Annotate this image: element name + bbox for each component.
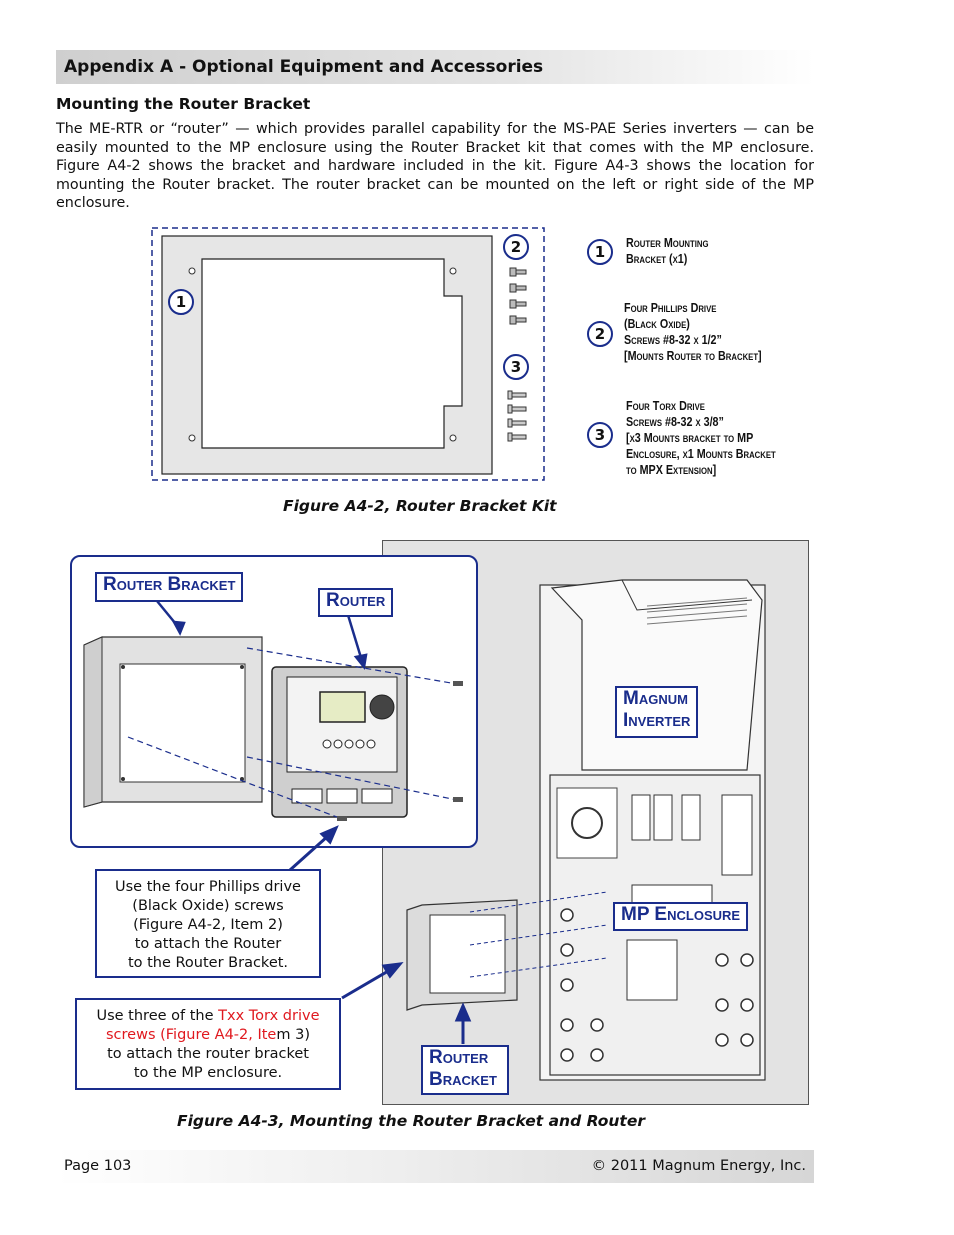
- appendix-title: Appendix A - Optional Equipment and Accessories: [64, 57, 544, 77]
- figure-a4-3-caption: Figure A4-3, Mounting the Router Bracket and Router: [177, 1112, 645, 1130]
- label-router: Router: [318, 588, 393, 617]
- section-title: Mounting the Router Bracket: [56, 95, 311, 113]
- copyright: © 2011 Magnum Energy, Inc.: [591, 1158, 806, 1174]
- label-magnum-inverter: Magnum Inverter: [615, 686, 698, 738]
- body-paragraph: The ME-RTR or “router” — which provides parallel capability for the MS-PAE Series inverters — can be easily mounted to the MP enclosure using the Router Bracket kit that comes with the MP enclosure. Figure A4-2 shows the bracket and hardware included in the kit. Figure A4-3 shows the location for mounting the Router bracket. The router bracket can be mounted on the left or right side of the MP enclosure.: [56, 121, 814, 211]
- label-router-bracket-top: Router Bracket: [95, 572, 243, 602]
- legend-number-1: 1: [587, 239, 613, 265]
- router-bracket-kit-drawing: [150, 226, 550, 484]
- bracket-window: [202, 259, 462, 448]
- legend-item-2: Four Phillips Drive (Black Oxide) Screws #8-32 x 1/2” [Mounts Router to Bracket]: [624, 301, 762, 363]
- torx-screws: [508, 391, 526, 441]
- legend-item-3: Four Torx Drive Screws #8-32 x 3/8” [x3 Mounts bracket to MP Enclosure, x1 Mounts Bracket to MPX Extension]: [626, 399, 776, 477]
- note-torx-screws: Use three of the Txx Torx drive screws (Figure A4-2, Item 3) to attach the router bracket to the MP enclosure.: [75, 998, 341, 1090]
- callout-2: 2: [503, 234, 529, 260]
- legend-number-3: 3: [587, 422, 613, 448]
- legend-number-2: 2: [587, 321, 613, 347]
- callout-3: 3: [503, 354, 529, 380]
- callout-1: 1: [168, 289, 194, 315]
- legend-item-1: Router Mounting Bracket (x1): [626, 236, 709, 266]
- phillips-screws: [510, 268, 526, 324]
- label-mp-enclosure: MP Enclosure: [613, 902, 748, 931]
- figure-a4-2-caption: Figure A4-2, Router Bracket Kit: [283, 497, 557, 515]
- page-number: Page 103: [64, 1158, 132, 1174]
- label-router-bracket-bottom: Router Bracket: [421, 1045, 509, 1095]
- note-phillips-screws: Use the four Phillips drive (Black Oxide) screws (Figure A4-2, Item 2) to attach the Router to the Router Bracket.: [95, 869, 321, 978]
